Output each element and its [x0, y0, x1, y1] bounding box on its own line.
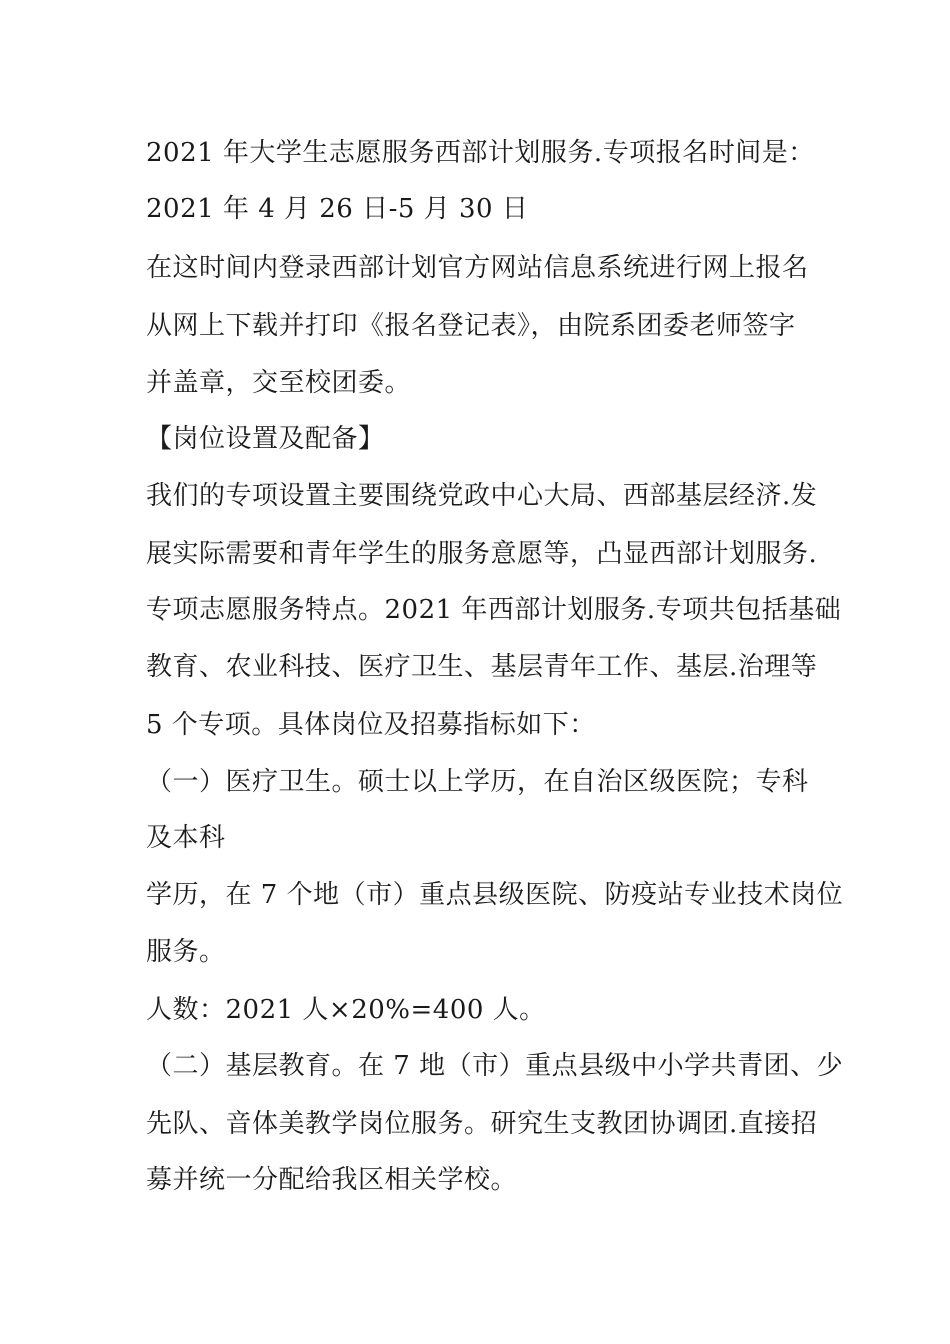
- text-line: 专项志愿服务特点。2021 年西部计划服务.专项共包括基础: [146, 595, 842, 625]
- text-line: 并盖章，交至校团委。: [146, 368, 412, 398]
- text-line: 人数：2021 人×20%=400 人。: [146, 995, 546, 1025]
- text-line: 教育、农业科技、医疗卫生、基层青年工作、基层.治理等: [146, 652, 818, 682]
- text-line: 及本科: [146, 823, 226, 853]
- section-heading: 【岗位设置及配备】: [146, 424, 385, 454]
- text-line: 学历，在 7 个地（市）重点县级医院、防疫站专业技术岗位: [146, 880, 844, 910]
- text-line: 我们的专项设置主要围绕党政中心大局、西部基层经济.发: [146, 481, 818, 511]
- text-line: 展实际需要和青年学生的服务意愿等，凸显西部计划服务.: [146, 539, 818, 569]
- text-line: 从网上下载并打印《报名登记表》，由院系团委老师签字: [146, 311, 796, 341]
- text-line: 2021 年大学生志愿服务西部计划服务.专项报名时间是：: [146, 138, 815, 168]
- text-line: 5 个专项。具体岗位及招募指标如下：: [146, 710, 596, 740]
- text-line: 募并统一分配给我区相关学校。: [146, 1165, 518, 1195]
- text-line: 在这时间内登录西部计划官方网站信息系统进行网上报名: [146, 253, 809, 283]
- text-line: 2021 年 4 月 26 日-5 月 30 日: [146, 194, 529, 224]
- text-line: 服务。: [146, 937, 226, 967]
- text-line: （二）基层教育。在 7 地（市）重点县级中小学共青团、少: [146, 1051, 844, 1081]
- text-line: （一）医疗卫生。硕士以上学历，在自治区级医院；专科: [146, 767, 809, 797]
- text-line: 先队、音体美教学岗位服务。研究生支教团协调团.直接招: [146, 1109, 818, 1139]
